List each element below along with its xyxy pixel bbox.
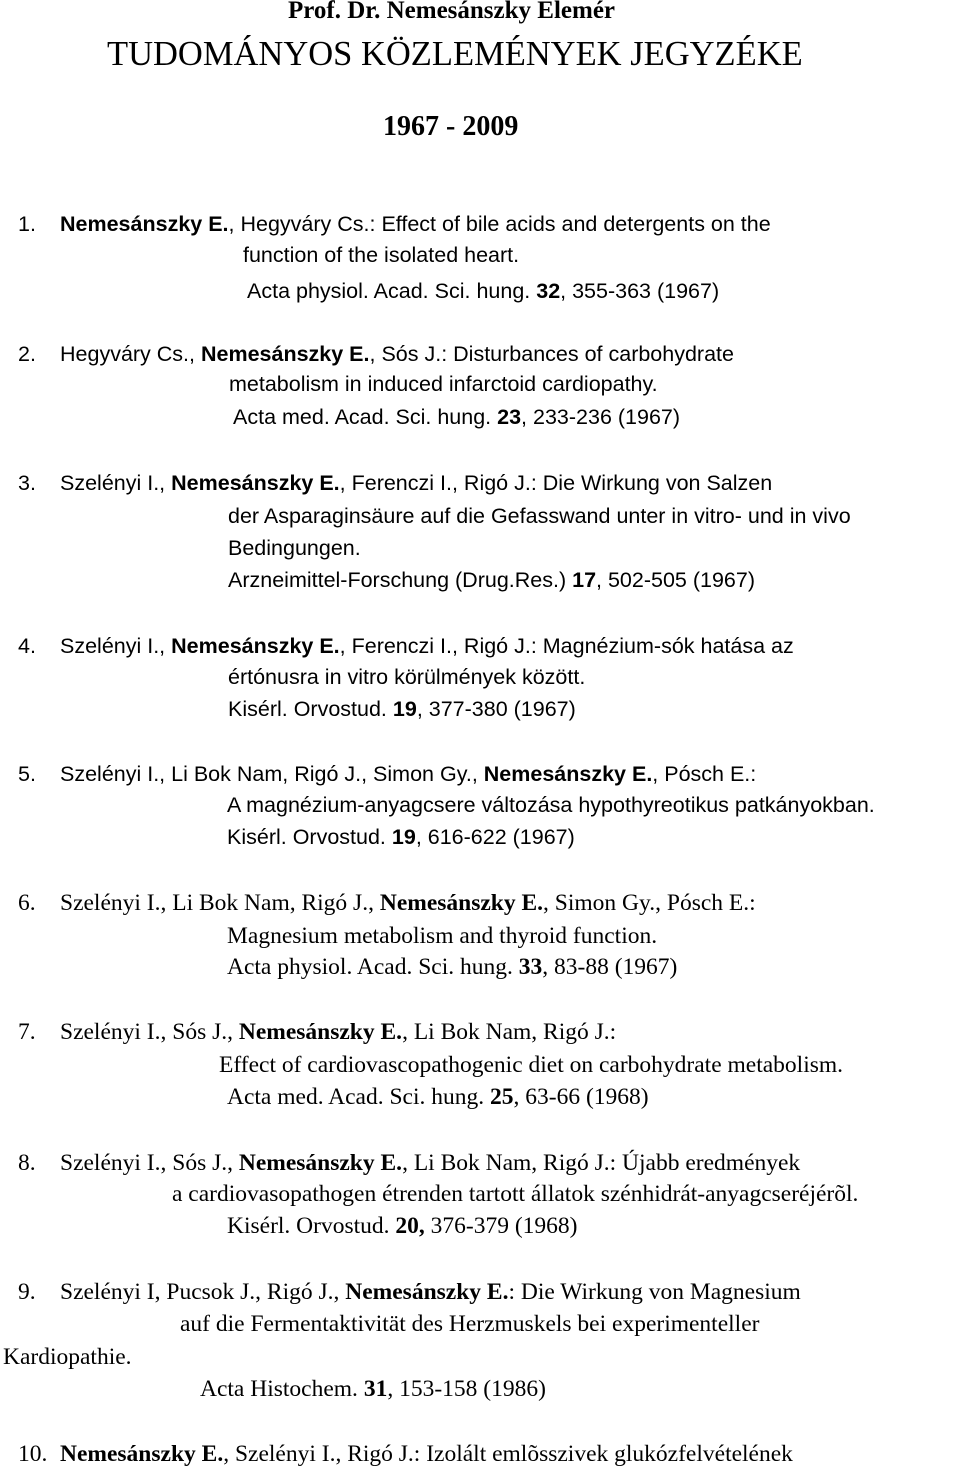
bold-segment: Nemesánszky E. bbox=[238, 1150, 403, 1176]
text-segment: értónusra in vitro körülmények között. bbox=[228, 665, 586, 689]
text-segment: : Die Wirkung von Magnesium bbox=[508, 1279, 801, 1305]
text-segment: Acta Histochem. bbox=[200, 1376, 364, 1402]
bold-segment: Nemesánszky E. bbox=[483, 762, 653, 786]
bold-segment: 32 bbox=[536, 279, 561, 303]
text-segment: Acta physiol. Acad. Sci. hung. bbox=[247, 279, 537, 303]
text-segment: , Li Bok Nam, Rigó J.: Újabb eredmények bbox=[402, 1150, 801, 1176]
entry-number: 3. bbox=[18, 471, 36, 495]
text-segment: Acta med. Acad. Sci. hung. bbox=[233, 405, 498, 429]
citation-line bbox=[60, 1440, 793, 1468]
text-segment: Hegyváry Cs., bbox=[60, 342, 201, 366]
citation-line bbox=[227, 823, 575, 851]
text-segment: Arzneimittel-Forschung (Drug.Res.) bbox=[228, 568, 573, 592]
entry-number: 7. bbox=[18, 1019, 36, 1045]
citation-line bbox=[60, 340, 734, 368]
bold-segment: 17 bbox=[572, 568, 597, 592]
text-segment: Kisérl. Orvostud. bbox=[227, 825, 392, 849]
text-segment: Kisérl. Orvostud. bbox=[227, 1213, 396, 1239]
text-segment: Acta physiol. Acad. Sci. hung. bbox=[227, 954, 519, 980]
text-segment: metabolism in induced infarctoid cardiopathy. bbox=[229, 372, 658, 396]
citation-line bbox=[227, 953, 677, 981]
citation-line bbox=[227, 922, 657, 950]
citation-line bbox=[227, 1212, 578, 1240]
entry-number: 2. bbox=[18, 342, 36, 366]
bold-segment: Nemesánszky E. bbox=[379, 890, 544, 916]
text-segment: , 153-158 (1986) bbox=[387, 1376, 546, 1402]
text-segment: Acta med. Acad. Sci. hung. bbox=[227, 1084, 491, 1110]
bold-segment: 25 bbox=[490, 1084, 514, 1110]
bold-segment: Nemesánszky E. bbox=[238, 1019, 403, 1045]
entry-number: 5. bbox=[18, 762, 36, 786]
citation-line bbox=[180, 1310, 759, 1338]
citation-line bbox=[243, 241, 519, 269]
text-segment: Szelényi I., Li Bok Nam, Rigó J., Simon Gy., bbox=[60, 762, 484, 786]
bold-segment: 31 bbox=[363, 1376, 388, 1402]
text-segment: a cardiovasopathogen étrenden tartott állatok szénhidrát-anyagcseréjérõl. bbox=[172, 1181, 859, 1207]
citation-line bbox=[233, 403, 680, 431]
bold-segment: Nemesánszky E. bbox=[60, 212, 229, 236]
citation-line bbox=[172, 1180, 858, 1208]
citation-line bbox=[219, 1051, 843, 1079]
text-segment: , Ferenczi I., Rigó J.: Die Wirkung von Salzen bbox=[339, 471, 773, 495]
text-segment: , 63-66 (1968) bbox=[513, 1084, 649, 1110]
citation-line bbox=[227, 1083, 649, 1111]
text-segment: A magnézium-anyagcsere változása hypothyreotikus patkányokban. bbox=[227, 793, 875, 817]
citation-line bbox=[228, 534, 361, 562]
year-range: 1967 - 2009 bbox=[383, 111, 519, 142]
citation-line bbox=[228, 663, 585, 691]
text-segment: , Ferenczi I., Rigó J.: Magnézium-sók hatása az bbox=[339, 634, 794, 658]
text-segment: Effect of cardiovascopathogenic diet on carbohydrate metabolism. bbox=[219, 1052, 844, 1078]
text-segment: Szelényi I., Li Bok Nam, Rigó J., bbox=[60, 890, 380, 916]
citation-line bbox=[247, 277, 719, 305]
bold-segment: 33 bbox=[518, 954, 543, 980]
entry-number: 10. bbox=[18, 1441, 48, 1467]
document-title: TUDOMÁNYOS KÖZLEMÉNYEK JEGYZÉKE bbox=[107, 35, 803, 73]
text-segment: , Pósch E.: bbox=[652, 762, 757, 786]
text-segment: , 355-363 (1967) bbox=[560, 279, 720, 303]
text-segment: der Asparaginsäure auf die Gefasswand unter in vitro- und in vivo bbox=[228, 504, 851, 528]
text-segment: , Li Bok Nam, Rigó J.: bbox=[402, 1019, 617, 1045]
bold-segment: 23 bbox=[497, 405, 522, 429]
citation-line bbox=[3, 1343, 132, 1371]
text-segment: Kisérl. Orvostud. bbox=[228, 697, 393, 721]
citation-line bbox=[60, 889, 756, 917]
entry-number: 8. bbox=[18, 1150, 36, 1176]
citation-line bbox=[60, 1278, 801, 1306]
text-segment: Szelényi I, Pucsok J., Rigó J., bbox=[60, 1279, 346, 1305]
bold-segment: 19 bbox=[391, 825, 416, 849]
bold-segment: Nemesánszky E. bbox=[171, 471, 340, 495]
text-segment: , 377-380 (1967) bbox=[416, 697, 576, 721]
citation-line bbox=[60, 1018, 616, 1046]
citation-line bbox=[228, 566, 755, 594]
bold-segment: Nemesánszky E. bbox=[345, 1279, 509, 1305]
citation-line bbox=[228, 502, 851, 530]
citation-line bbox=[228, 695, 576, 723]
text-segment: Szelényi I., bbox=[60, 634, 172, 658]
author-line: Prof. Dr. Nemesánszky Elemér bbox=[288, 0, 616, 24]
bold-segment: Nemesánszky E. bbox=[171, 634, 340, 658]
citation-line bbox=[229, 370, 658, 398]
bold-segment: Nemesánszky E. bbox=[60, 1441, 224, 1467]
text-segment: Bedingungen. bbox=[228, 536, 361, 560]
entry-number: 9. bbox=[18, 1279, 36, 1305]
text-segment: 376-379 (1968) bbox=[424, 1213, 578, 1239]
text-segment: , 502-505 (1967) bbox=[596, 568, 756, 592]
text-segment: , 83-88 (1967) bbox=[542, 954, 678, 980]
text-segment: function of the isolated heart. bbox=[243, 243, 520, 267]
text-segment: auf die Fermentaktivität des Herzmuskels bei experimenteller bbox=[180, 1311, 760, 1337]
text-segment: , Sós J.: Disturbances of carbohydrate bbox=[369, 342, 734, 366]
citation-line bbox=[60, 469, 772, 497]
text-segment: , Simon Gy., Pósch E.: bbox=[543, 890, 756, 916]
entry-number: 6. bbox=[18, 890, 36, 916]
text-segment: Magnesium metabolism and thyroid function. bbox=[227, 923, 658, 949]
bold-segment: 20, bbox=[395, 1213, 425, 1239]
text-segment: Szelényi I., bbox=[60, 471, 172, 495]
citation-line bbox=[227, 791, 875, 819]
text-segment: Kardiopathie. bbox=[3, 1344, 132, 1370]
text-segment: Szelényi I., Sós J., bbox=[60, 1019, 239, 1045]
bold-segment: Nemesánszky E. bbox=[200, 342, 370, 366]
entry-number: 1. bbox=[18, 212, 36, 236]
citation-line bbox=[60, 210, 771, 238]
citation-line bbox=[60, 632, 794, 660]
entry-number: 4. bbox=[18, 634, 36, 658]
text-segment: , 233-236 (1967) bbox=[521, 405, 681, 429]
citation-line bbox=[200, 1375, 546, 1403]
text-segment: Szelényi I., Sós J., bbox=[60, 1150, 239, 1176]
text-segment: , 616-622 (1967) bbox=[415, 825, 575, 849]
text-segment: , Szelényi I., Rigó J.: Izolált emlõsszivek glukózfelvételének bbox=[223, 1441, 793, 1467]
citation-line bbox=[60, 760, 756, 788]
bold-segment: 19 bbox=[392, 697, 417, 721]
text-segment: , Hegyváry Cs.: Effect of bile acids and detergents on the bbox=[228, 212, 771, 236]
citation-line bbox=[60, 1149, 800, 1177]
